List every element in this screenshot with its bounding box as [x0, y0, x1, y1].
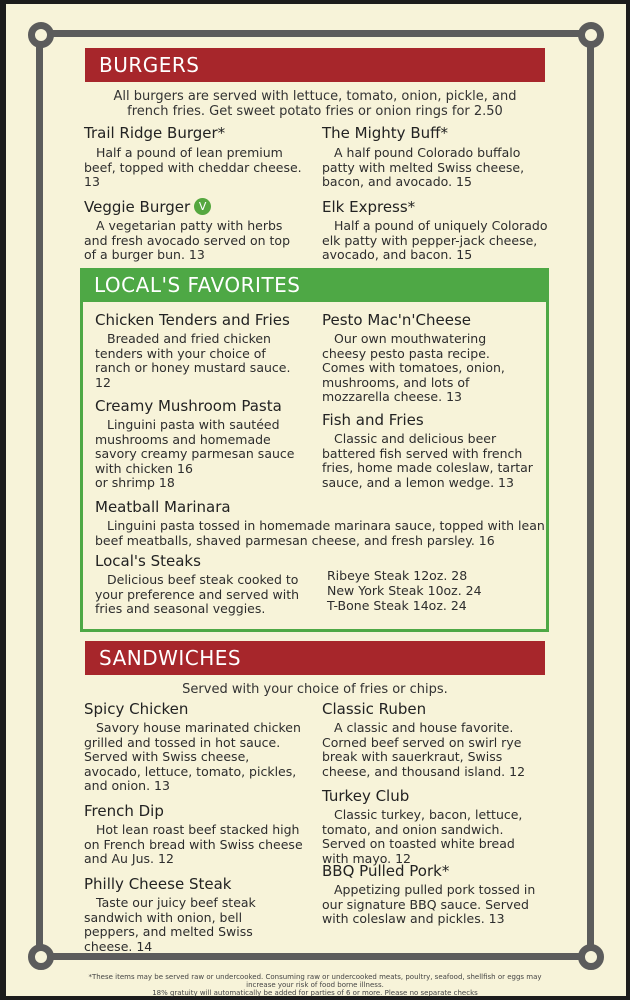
- menu-item-title: Creamy Mushroom Pasta: [95, 397, 282, 415]
- steak-price-item: New York Steak 10oz. 24: [327, 583, 482, 598]
- frame-corner: [28, 22, 54, 48]
- menu-item-desc: Linguini pasta tossed in homemade marinara sauce, topped with lean beef meatballs, shaved parmesan cheese, and fresh parsley. 16: [95, 518, 545, 548]
- footer-disclaimer: *These items may be served raw or undercooked. Consuming raw or undercooked meats, poultry, seafood, shellfish or eggs may increase your risk of food borne illness.: [88, 973, 542, 989]
- menu-item-desc: Classic and delicious beer battered fish served with french fries, home made coleslaw, tartar sauce, and a lemon wedge. 13: [322, 431, 533, 490]
- sandwiches-heading: SANDWICHES: [85, 641, 545, 675]
- menu-footer: [80, 973, 550, 997]
- menu-item-desc: A classic and house favorite. Corned beef served on swirl rye break with sauerkraut, Swiss cheese, and thousand island. 12: [322, 720, 526, 779]
- menu-item-title: Spicy Chicken: [84, 700, 189, 718]
- burgers-note-line: french fries. Get sweet potato fries or onion rings for 2.50: [127, 104, 503, 119]
- menu-item-title: Elk Express*: [322, 198, 416, 216]
- steak-price-list: [327, 568, 482, 613]
- menu-item-title: Meatball Marinara: [95, 498, 231, 516]
- steak-price-item: T-Bone Steak 14oz. 24: [327, 598, 467, 613]
- menu-item-desc: Savory house marinated chicken grilled and tossed in hot sauce. Served with Swiss cheese, avocado, lettuce, tomato, pickles, and onion. 13: [84, 720, 301, 793]
- menu-item-desc-text: Linguini pasta with sautéed mushrooms and homemade savory creamy parmesan sauce with chicken 16: [95, 417, 295, 476]
- menu-item-title: Classic Ruben: [322, 700, 427, 718]
- menu-item-desc: Taste our juicy beef steak sandwich with onion, bell peppers, and melted Swiss cheese. 14: [84, 895, 256, 954]
- menu-item-desc: Half a pound of lean premium beef, topped with cheddar cheese. 13: [84, 145, 302, 189]
- menu-item-desc: Hot lean roast beef stacked high on French bread with Swiss cheese and Au Jus. 12: [84, 822, 303, 866]
- menu-item-title: French Dip: [84, 802, 164, 820]
- burgers-heading: BURGERS: [85, 48, 545, 82]
- menu-item-desc: Appetizing pulled pork tossed in our signature BBQ sauce. Served with coleslaw and pickles. 13: [322, 882, 536, 926]
- menu-item-title: Chicken Tenders and Fries: [95, 311, 290, 329]
- menu-item-desc: A half pound Colorado buffalo patty with melted Swiss cheese, bacon, and avocado. 15: [322, 145, 525, 189]
- burgers-note: [84, 89, 546, 119]
- burgers-note-line: All burgers are served with lettuce, tomato, onion, pickle, and: [113, 89, 517, 104]
- frame-corner: [578, 944, 604, 970]
- frame-corner: [578, 22, 604, 48]
- vegetarian-icon: V: [194, 198, 211, 215]
- locals-heading: LOCAL'S FAVORITES: [80, 268, 549, 302]
- menu-item-title: Pesto Mac'n'Cheese: [322, 311, 471, 329]
- menu-item-title: Fish and Fries: [322, 411, 424, 429]
- footer-gratuity: 18% gratuity will automatically be added for parties of 6 or more. Please no separate checks: [152, 989, 478, 997]
- sandwiches-note: Served with your choice of fries or chips.: [182, 682, 448, 697]
- menu-item-title: Turkey Club: [322, 787, 410, 805]
- frame-corner: [28, 944, 54, 970]
- menu-item-title: BBQ Pulled Pork*: [322, 862, 450, 880]
- menu-item-desc: [95, 418, 307, 491]
- menu-item-title: Trail Ridge Burger*: [84, 124, 226, 142]
- menu-item-desc: Breaded and fried chicken tenders with your choice of ranch or honey mustard sauce. 12: [95, 331, 291, 390]
- menu-item-title: The Mighty Buff*: [322, 124, 448, 142]
- menu-item-desc: Half a pound of uniquely Colorado elk patty with pepper-jack cheese, avocado, and bacon. 15: [322, 218, 548, 262]
- menu-item-title: Philly Cheese Steak: [84, 875, 232, 893]
- menu-item-desc: Our own mouthwatering cheesy pesto pasta recipe. Comes with tomatoes, onion, mushrooms, and lots of mozzarella cheese. 13: [322, 331, 505, 404]
- menu-item-desc: Classic turkey, bacon, lettuce, tomato, and onion sandwich. Served on toasted white bread with mayo. 12: [322, 807, 523, 866]
- menu-item-desc-text: or shrimp 18: [95, 475, 175, 490]
- menu-item-title: Local's Steaks: [95, 552, 201, 570]
- menu-item-title: [84, 198, 211, 216]
- menu-item-name: Veggie Burger: [84, 198, 191, 216]
- menu-item-desc: A vegetarian patty with herbs and fresh avocado served on top of a burger bun. 13: [84, 218, 291, 262]
- menu-item-desc: Delicious beef steak cooked to your preference and served with fries and seasonal veggies.: [95, 572, 300, 616]
- steak-price-item: Ribeye Steak 12oz. 28: [327, 568, 468, 583]
